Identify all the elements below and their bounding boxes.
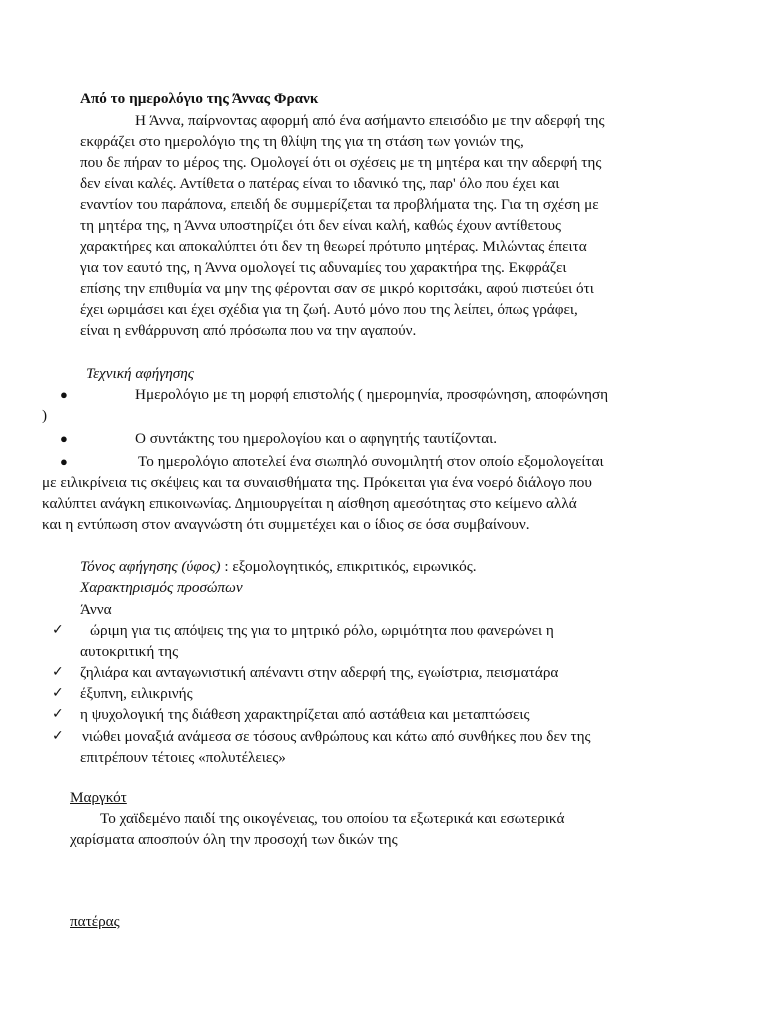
summary-line-4: εναντίον του παράπονα, επειδή δε συμμερίζεται τα προβλήματα της. Για τη σχέση με xyxy=(80,196,599,213)
summary-line-10: είναι η ενθάρρυνση από πρόσωπα που να την αγαπούν. xyxy=(80,322,417,339)
document-title: Από το ημερολόγιο της Άννας Φρανκ xyxy=(80,90,319,107)
characters-heading: Χαρακτηρισμός προσώπων xyxy=(80,579,243,596)
anna-trait-0-line-0: ώριμη για τις απόψεις της για το μητρικό ρόλο, ωριμότητα που φανερώνει η xyxy=(90,622,554,639)
technique-bullet-3-line-0: Το ημερολόγιο αποτελεί ένα σιωπηλό συνομιλητή στον οποίο εξομολογείται xyxy=(138,453,604,470)
bullet-icon: ● xyxy=(60,431,68,446)
summary-line-9: έχει ωριμάσει και έχει σχέδια για τη ζωή. Αυτό μόνο που της λείπει, όπως γράφει, xyxy=(80,301,578,318)
anna-name: Άννα xyxy=(80,601,112,618)
father-name: πατέρας xyxy=(70,913,120,930)
anna-trait-4-line-0: νιώθει μοναξιά ανάμεσα σε τόσους ανθρώπους και κάτω από συνθήκες που δεν της xyxy=(82,728,591,745)
technique-bullet-3-line-3: και η εντύπωση στον αναγνώστη ότι συμμετέχει και ο ίδιος σε όσα συμβαίνουν. xyxy=(42,516,530,533)
technique-heading: Τεχνική αφήγησης xyxy=(86,365,194,382)
anna-trait-2: έξυπνη, ειλικρινής xyxy=(80,685,193,702)
margot-name: Μαργκότ xyxy=(70,789,127,806)
anna-trait-0-line-1: αυτοκριτική της xyxy=(80,643,179,660)
summary-line-8: επίσης την επιθυμία να μην της φέρονται σαν σε μικρό κοριτσάκι, αφού πιστεύει ότι xyxy=(80,280,594,297)
summary-line-2: που δε πήραν το μέρος της. Ομολογεί ότι οι σχέσεις με τη μητέρα και την αδερφή της xyxy=(80,154,602,171)
summary-line-0: Η Άννα, παίρνοντας αφορμή από ένα ασήμαντο επεισόδιο με την αδερφή της xyxy=(135,112,605,129)
checkmark-icon: ✓ xyxy=(52,622,64,638)
summary-line-1: εκφράζει στο ημερολόγιο της τη θλίψη της για τη στάση των γονιών της, xyxy=(80,133,524,150)
margot-line-1: χαρίσματα αποσπούν όλη την προσοχή των δικών της xyxy=(70,831,398,848)
margot-line-0: Το χαϊδεμένο παιδί της οικογένειας, του οποίου τα εξωτερικά και εσωτερικά xyxy=(100,810,565,827)
technique-bullet-2: Ο συντάκτης του ημερολογίου και ο αφηγητής ταυτίζονται. xyxy=(135,430,498,447)
bullet-icon: ● xyxy=(60,387,68,402)
technique-bullet-3-line-2: καλύπτει ανάγκη επικοινωνίας. Δημιουργείται η αίσθηση αμεσότητας στο κείμενο αλλά xyxy=(42,495,577,512)
summary-line-7: για τον εαυτό της, η Άννα ομολογεί τις αδυναμίες του χαρακτήρα της. Εκφράζει xyxy=(80,259,567,276)
summary-line-6: χαρακτήρες και αποκαλύπτει ότι δεν τη θεωρεί πρότυπο μητέρας. Μιλώντας έπειτα xyxy=(80,238,587,255)
technique-bullet-1: Ημερολόγιο με τη μορφή επιστολής ( ημερομηνία, προσφώνηση, αποφώνηση xyxy=(135,386,609,403)
tone-line xyxy=(80,556,477,577)
anna-trait-1: ζηλιάρα και ανταγωνιστική απέναντι στην αδερφή της, εγωίστρια, πεισματάρα xyxy=(80,664,559,681)
checkmark-icon: ✓ xyxy=(52,706,64,722)
anna-trait-4-line-1: επιτρέπουν τέτοιες «πολυτέλειες» xyxy=(80,749,286,766)
checkmark-icon: ✓ xyxy=(52,664,64,680)
tone-label: Τόνος αφήγησης (ύφος) xyxy=(80,558,221,575)
technique-bullet-3-line-1: με ειλικρίνεια τις σκέψεις και τα συναισθήματα της. Πρόκειται για ένα νοερό διάλογο που xyxy=(42,474,592,491)
checkmark-icon: ✓ xyxy=(52,728,64,744)
bullet-icon: ● xyxy=(60,454,68,469)
checkmark-icon: ✓ xyxy=(52,685,64,701)
anna-trait-3: η ψυχολογική της διάθεση χαρακτηρίζεται από αστάθεια και μεταπτώσεις xyxy=(80,706,530,723)
technique-bullet-1-cont: ) xyxy=(42,407,48,424)
tone-value: : εξομολογητικός, επικριτικός, ειρωνικός. xyxy=(220,558,477,575)
summary-line-3: δεν είναι καλές. Αντίθετα ο πατέρας είναι το ιδανικό της, παρ' όλο που έχει και xyxy=(80,175,560,192)
summary-line-5: τη μητέρα της, η Άννα υποστηρίζει ότι δεν είναι καλή, καθώς έχουν αντίθετους xyxy=(80,217,562,234)
